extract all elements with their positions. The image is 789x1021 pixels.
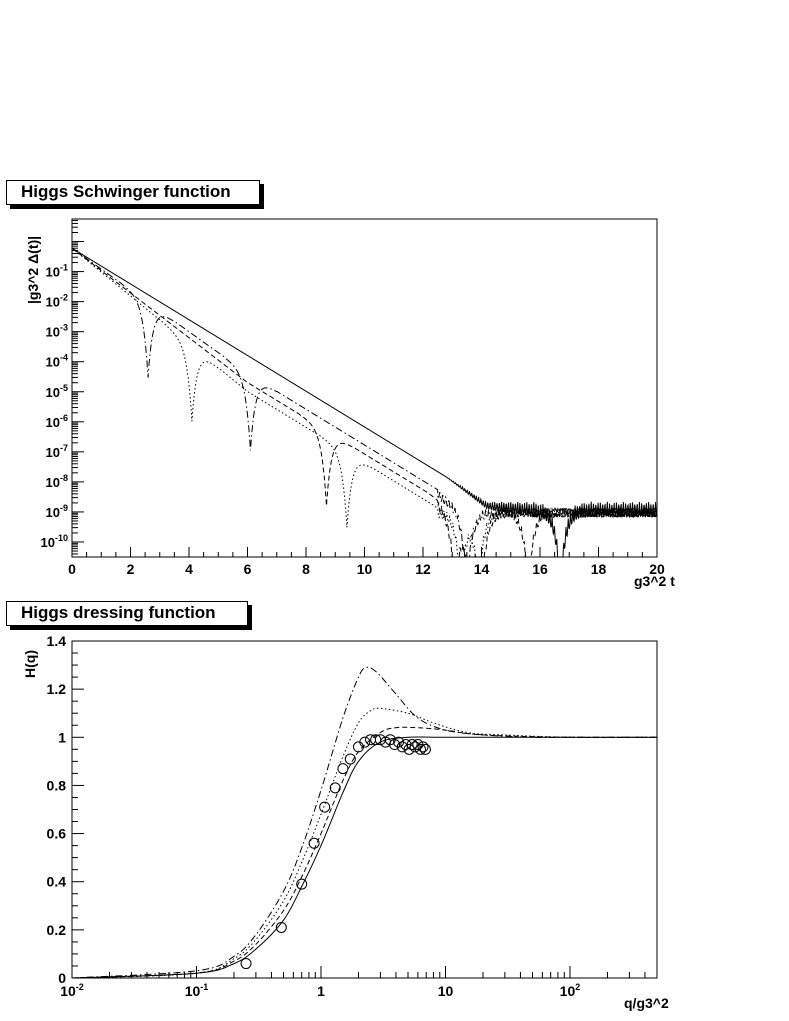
x-tick-label: 2: [126, 561, 135, 577]
y-tick-label: 0.8: [46, 777, 66, 794]
data-point: [410, 742, 420, 752]
data-point: [338, 764, 348, 774]
data-point: [241, 959, 251, 969]
y-tick-label: $10^{-2}$: [45, 292, 68, 310]
y-tick-label: 1.2: [46, 681, 66, 698]
y-tick-label: 1.4: [46, 633, 66, 649]
x-tick-label: $10^{-1}$: [184, 982, 209, 999]
chart2-title: Higgs dressing function: [6, 601, 248, 626]
y-tick-label: 0.2: [46, 921, 66, 938]
series-line-dash-dot: [72, 667, 657, 978]
x-tick-label: 16: [532, 561, 548, 577]
plot-frame: [72, 641, 657, 978]
data-point: [309, 838, 319, 848]
x-tick-label: 8: [302, 561, 310, 577]
x-tick-label: 14: [473, 561, 490, 577]
chart1-title: Higgs Schwinger function: [6, 180, 260, 205]
series-line-dotted: [72, 708, 657, 978]
y-tick-label: $10^{-5}$: [45, 382, 68, 400]
y-tick-label: $10^{-3}$: [45, 322, 68, 340]
y-tick-label: $10^{-4}$: [45, 352, 68, 370]
y-tick-label: $10^{-8}$: [45, 472, 68, 490]
y-tick-label: 0.4: [46, 873, 66, 890]
y-tick-label: 0.6: [46, 825, 66, 842]
y-axis-label: H(q): [22, 650, 38, 678]
y-tick-label: $10^{-1}$: [45, 262, 68, 280]
y-axis-label: |g3^2 Δ(t)|: [25, 235, 41, 304]
y-tick-label: $10^{-6}$: [45, 412, 68, 430]
x-tick-label: 10: [437, 983, 454, 999]
series-line-dashed: [72, 727, 657, 978]
x-axis-label: g3^2 t: [634, 573, 675, 589]
data-point: [330, 783, 340, 793]
x-tick-label: 18: [590, 561, 607, 577]
series-line-solid: [72, 737, 657, 978]
x-tick-label: 20: [649, 561, 665, 577]
x-tick-label: 1: [317, 983, 325, 999]
y-tick-label: 0: [58, 970, 66, 986]
y-tick-label: $10^{-10}$: [40, 532, 68, 550]
y-tick-label: $10^{-9}$: [45, 502, 68, 520]
x-tick-label: $10^{-2}$: [60, 982, 84, 999]
y-tick-label: 1: [58, 729, 66, 746]
x-tick-label: 10: [356, 561, 373, 577]
x-tick-label: 4: [185, 561, 193, 577]
x-tick-label: 0: [68, 561, 76, 577]
x-tick-label: 6: [243, 561, 252, 577]
x-tick-label: 12: [415, 561, 431, 577]
x-axis-label: q/g3^2: [624, 995, 669, 1011]
x-tick-label: $10^2$: [559, 982, 581, 999]
y-tick-label: $10^{-7}$: [45, 442, 68, 460]
